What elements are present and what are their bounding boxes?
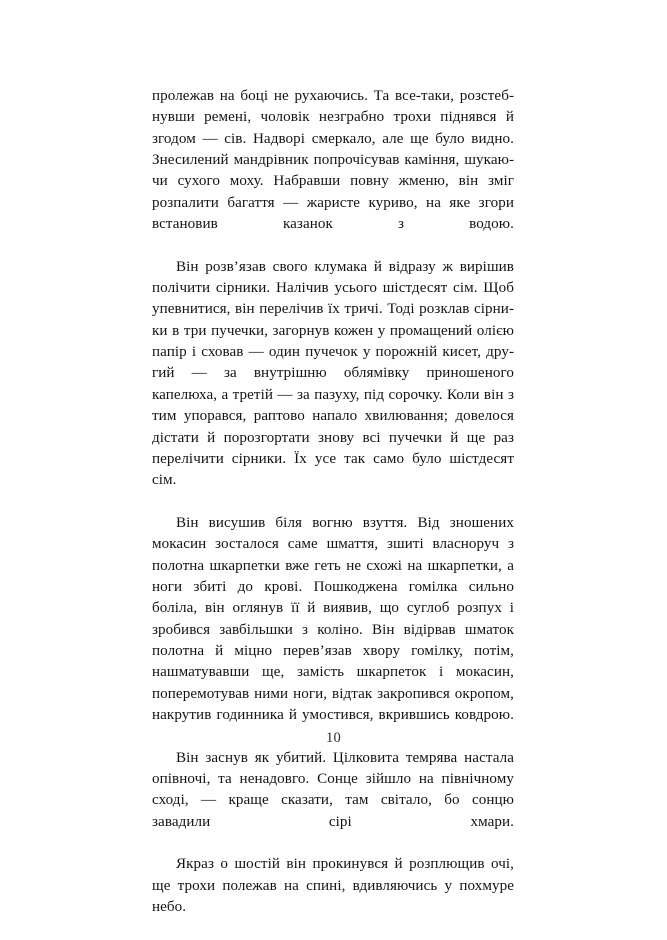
paragraph: Він розв’язав свого клумака й відразу ж вирішив полічити сірники. Налічив усього шістдесят сім. Щоб упевнитися, він перелічив їх тричі. Тоді розклав сірники в три пучечки, загорнув кожен у промащений олією папір і сховав — один пучечок у порожній кисет, другий — за внутрішню облямівку приношеного капелюха, а третій — за пазуху, під сорочку. Коли він з тим упорався, раптово напало хвилювання; довелося дістати й порозгортати знову всі пучечки й ще раз перелічити сірники. Їх усе так само було шістдесят сім. xyxy=(152,258,514,489)
paragraph: пролежав на боці не рухаючись. Та все-таки, розстебнувши ремені, чоловік незграбно трохи піднявся й згодом — сів. Надворі смеркало, але ще було видно. Знесилений мандрівник попрочісував каміння, шукаючи сухого моху. Набравши повну жменю, він зміг розпалити багаття — жаристе куриво, на яке згори встановив казанок з водою. xyxy=(152,88,514,233)
paragraph: Якраз о шостій він прокинувся й розплющив очі, ще трохи полежав на спині, вдивляючись у похмуре небо. xyxy=(152,856,514,916)
paragraph: Він висушив біля вогню взуття. Від зношених мокасин зосталося саме шмаття, зшиті власноруч з полотна шкарпетки вже геть не схожі на шкарпетки, а ноги збиті до крові. Пошкоджена гомілка сильно боліла, він оглянув її й виявив, що суглоб розпух і зробився завбільшки з коліно. Він відірвав шматок полотна й міцно перев’язав хвору гомілку, потім, нашматувавши ще, замість шкарпеток і мокасин, поперемотував ними ноги, відтак закропився окропом, накрутив годинника й умостився, вкрившись ковдрою. xyxy=(152,514,514,723)
paragraph: Він заснув як убитий. Цілковита темрява настала опівночі, та ненадовго. Сонце зійшло на північному сході, — краще сказати, там світало, бо сонцю завадили сірі хмари. xyxy=(152,749,514,830)
page-number: 10 xyxy=(325,730,342,746)
page-text-block xyxy=(152,86,514,940)
